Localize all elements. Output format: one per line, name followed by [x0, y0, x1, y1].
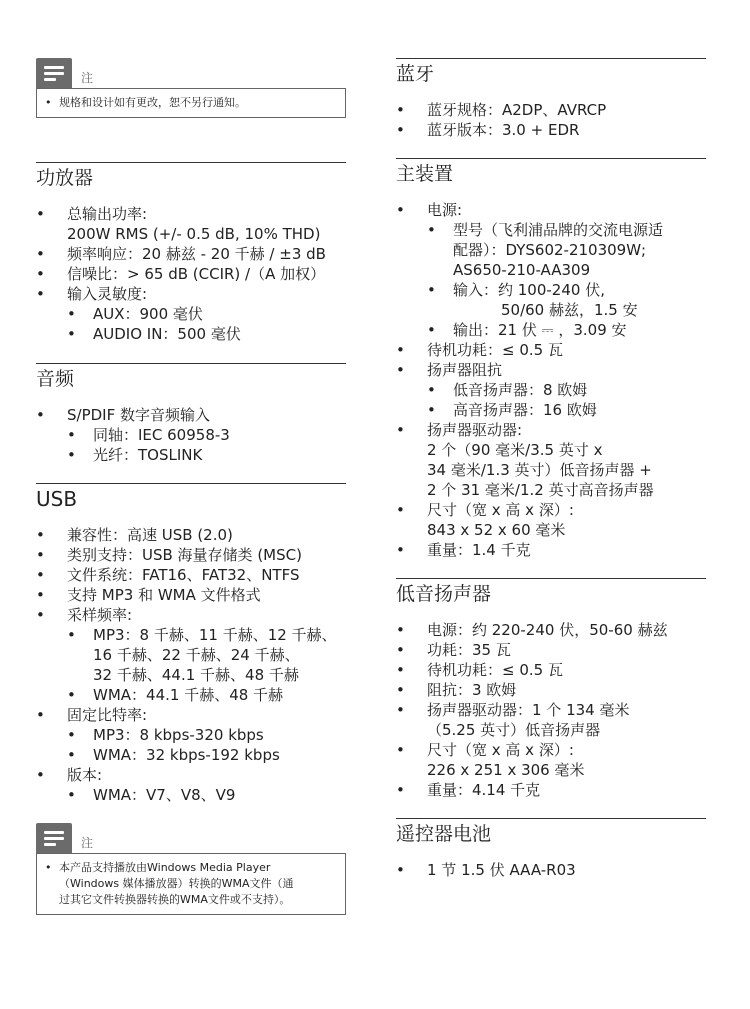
mp3-sampling-1: MP3：8 千赫、11 千赫、12 千赫、: [93, 626, 337, 644]
section-remote: 遥控器电池 • 1 节 1.5 伏 AAA-R03: [396, 818, 706, 880]
sub-dims-label: 尺寸（宽 x 高 x 深）:: [427, 741, 574, 759]
driver-label: 扬声器驱动器:: [427, 421, 523, 439]
section-audio: 音频 • S/PDIF 数字音频输入 • 同轴：IEC 60958-3 • 光纤：TOSLINK: [36, 363, 346, 465]
usb-filesystem: 文件系统：FAT16、FAT32、NTFS: [67, 566, 300, 584]
mp3-sampling-3: 32 千赫、44.1 千赫、48 千赫: [93, 666, 299, 684]
section-title: 遥控器电池: [396, 823, 492, 845]
sub-driver-1: 扬声器驱动器：1 个 134 毫米: [427, 701, 630, 719]
section-main-unit: 主装置 • 电源: • 型号（飞利浦品牌的交流电源适 配器）：DYS602-210309W; AS650-210-AA309 • 输入：约 100-240 伏, 50/60 赫兹，1.5 安 • 输出：21 伏 ⎓ ，3.09 安 • 待机功耗：≤ 0.5 瓦 • 扬声器阻抗 • 低音扬声器：8 欧姆 • 高音扬声器：16 欧姆 • 扬声器驱动器: 2 个（90 毫米/3.5 英寸 x 34 毫米/1.3 英寸）低音扬声器 + 2 个 31 毫米/1.2 英寸高音扬声器 • 尺寸（宽 x 高 x 深）: 843 x 52 x 60 毫米 • 重量：1.4 千克: [396, 158, 706, 560]
sub-driver-2: （5.25 英寸）低音扬声器: [427, 721, 601, 739]
power-label: 电源:: [427, 201, 463, 219]
section-title: 功放器: [36, 167, 94, 189]
remote-battery: 1 节 1.5 伏 AAA-R03: [427, 861, 576, 879]
input-line-1: 输入：约 100-240 伏,: [453, 281, 605, 299]
section-subwoofer: 低音扬声器 • 电源：约 220-240 伏，50-60 赫兹 • 功耗：35 瓦 • 待机功耗：≤ 0.5 瓦 • 阻抗：3 欧姆 • 扬声器驱动器：1 个 134 毫米 （5.25 英寸）低音扬声器 • 尺寸（宽 x 高 x 深）: 226 x 251 x 306 毫米 • 重量：4.14 千克: [396, 578, 706, 800]
sub-standby: 待机功耗：≤ 0.5 瓦: [427, 661, 563, 679]
dims-value: 843 x 52 x 60 毫米: [427, 521, 566, 539]
section-title: 蓝牙: [396, 63, 435, 85]
section-title: USB: [36, 487, 78, 511]
model-line-3: AS650-210-AA309: [453, 261, 591, 279]
note-label: 注: [81, 70, 94, 85]
note-icon: [36, 823, 72, 853]
note-top: [36, 58, 346, 118]
note-line-3: 过其它文件转换器转换的WMA文件或不支持）。: [59, 893, 291, 906]
sub-weight: 重量：4.14 千克: [427, 781, 541, 799]
spdif-input: S/PDIF 数字音频输入: [67, 406, 210, 424]
usb-formats: 支持 MP3 和 WMA 文件格式: [67, 586, 261, 604]
note-header: [36, 58, 346, 88]
bt-version: 蓝牙版本：3.0 + EDR: [427, 121, 580, 139]
mp3-bitrate: MP3：8 kbps-320 kbps: [93, 726, 264, 744]
section-title: 音频: [36, 368, 75, 390]
sub-dims-value: 226 x 251 x 306 毫米: [427, 761, 585, 779]
driver-line-1: 2 个（90 毫米/3.5 英寸 x: [427, 441, 603, 459]
note-icon: [36, 58, 72, 88]
model-line-2: 配器）：DYS602-210309W;: [453, 241, 647, 259]
usb-class: 类别支持：USB 海量存储类 (MSC): [67, 546, 302, 564]
sampling-label: 采样频率:: [67, 606, 133, 624]
note-box: • 本产品支持播放由Windows Media Player （Windows 媒体播放器）转换的WMA文件（通 过其它文件转换器转换的WMA文件或不支持）。: [36, 853, 346, 915]
aux-sensitivity: AUX：900 毫伏: [93, 305, 203, 323]
model-line-1: 型号（飞利浦品牌的交流电源适: [453, 221, 664, 239]
driver-line-2: 34 毫米/1.3 英寸）低音扬声器 +: [427, 461, 652, 479]
wma-bitrate: WMA：32 kbps-192 kbps: [93, 746, 280, 764]
note-bottom: [36, 823, 346, 915]
sub-consumption: 功耗：35 瓦: [427, 641, 511, 659]
wma-sampling: WMA：44.1 千赫、48 千赫: [93, 686, 284, 704]
note-label: 注: [81, 835, 94, 850]
weight: 重量：1.4 千克: [427, 541, 531, 559]
version-label: 版本:: [67, 766, 103, 784]
total-power-value: 200W RMS (+/- 0.5 dB, 10% THD): [67, 225, 321, 243]
note-text: 规格和设计如有更改，恕不另行通知。: [59, 96, 246, 109]
section-usb: USB • 兼容性：高速 USB (2.0) • 类别支持：USB 海量存储类 (MSC) • 文件系统：FAT16、FAT32、NTFS • 支持 MP3 和 WMA 文件格式 • 采样频率: • MP3：8 千赫、11 千赫、12 千赫、 16 千赫、22 千赫、24 千赫、 32 千赫、44.1 千赫、48 千赫 • WMA：44.1 千赫、48 千赫 • 固定比特率: • MP3：8 kbps-320 kbps • WMA：32 kbps-192 kbps • 版本: • WMA：V7、V8、V9: [36, 483, 346, 805]
section-bluetooth: 蓝牙 • 蓝牙规格：A2DP、AVRCP • 蓝牙版本：3.0 + EDR: [396, 58, 706, 140]
coaxial: 同轴：IEC 60958-3: [93, 426, 230, 444]
section-title: 主装置: [396, 163, 454, 185]
total-power-label: 总输出功率:: [67, 205, 148, 223]
note-line-1: 本产品支持播放由Windows Media Player: [59, 861, 271, 874]
bitrate-label: 固定比特率:: [67, 706, 148, 724]
note-header: [36, 823, 346, 853]
usb-compat: 兼容性：高速 USB (2.0): [67, 526, 233, 544]
section-amplifier: 功放器 • 总输出功率: 200W RMS (+/- 0.5 dB, 10% THD) • 频率响应：20 赫兹 - 20 千赫 / ±3 dB • 信噪比：> 65 dB (CCIR) /（A 加权） • 输入灵敏度: • AUX：900 毫伏 • AUDIO IN：500 毫伏: [36, 162, 346, 344]
freq-response: 频率响应：20 赫兹 - 20 千赫 / ±3 dB: [67, 245, 326, 263]
sub-power: 电源：约 220-240 伏，50-60 赫兹: [427, 621, 668, 639]
bt-profile: 蓝牙规格：A2DP、AVRCP: [427, 101, 607, 119]
dims-label: 尺寸（宽 x 高 x 深）:: [427, 501, 574, 519]
sensitivity-label: 输入灵敏度:: [67, 285, 148, 303]
wma-version: WMA：V7、V8、V9: [93, 786, 236, 804]
note-box: • 规格和设计如有更改，恕不另行通知。: [36, 88, 346, 118]
tweeter-impedance: 高音扬声器：16 欧姆: [453, 401, 597, 419]
impedance-label: 扬声器阻抗: [427, 361, 503, 379]
output: 输出：21 伏 ⎓ ，3.09 安: [453, 321, 627, 339]
mp3-sampling-2: 16 千赫、22 千赫、24 千赫、: [93, 646, 300, 664]
snr: 信噪比：> 65 dB (CCIR) /（A 加权）: [67, 265, 326, 283]
sub-impedance: 阻抗：3 欧姆: [427, 681, 517, 699]
optical: 光纤：TOSLINK: [93, 446, 203, 464]
driver-line-3: 2 个 31 毫米/1.2 英寸高音扬声器: [427, 481, 654, 499]
input-line-2: 50/60 赫兹，1.5 安: [501, 301, 638, 319]
section-title: 低音扬声器: [396, 583, 492, 605]
audio-in-sensitivity: AUDIO IN：500 毫伏: [93, 325, 241, 343]
note-line-2: （Windows 媒体播放器）转换的WMA文件（通: [59, 877, 294, 890]
woofer-impedance: 低音扬声器：8 欧姆: [453, 381, 588, 399]
standby-power: 待机功耗：≤ 0.5 瓦: [427, 341, 563, 359]
